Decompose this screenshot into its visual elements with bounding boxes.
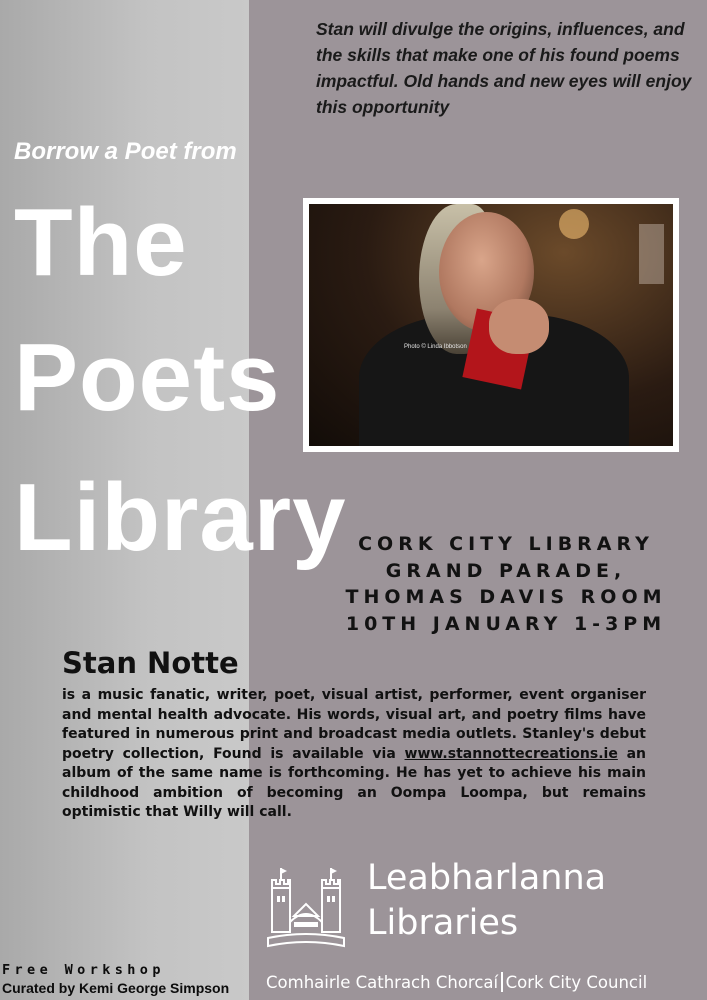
title-line-2: Poets: [14, 324, 281, 431]
photo-image: [309, 204, 673, 446]
venue-line-1: CORK CITY LIBRARY: [358, 533, 654, 555]
cork-crest-icon: [264, 866, 348, 952]
bio-text-2: an album of the same name is forthcoming. He has yet to achieve his main childhood ambition of becoming an Oompa Loompa, but remains optimistic that Willy will call.: [62, 745, 646, 820]
venue-line-3: THOMAS DAVIS ROOM: [345, 586, 667, 608]
poet-photo: [303, 198, 679, 452]
title-line-3: Library: [14, 464, 347, 571]
eyebrow-heading: Borrow a Poet from: [14, 138, 237, 165]
venue-line-2: GRAND PARADE,: [385, 559, 627, 582]
bio-text-1: is a music fanatic, writer, poet, visual artist, performer, event organiser and mental health advocate. His words, visual art, and poetry films have featured in numerous print and broadcast media outlets. Stanley's debut poetry collection, Found is available via: [62, 687, 646, 762]
logo-leabharlanna: Leabharlanna: [367, 858, 607, 898]
council-irish: Comhairle Cathrach Chorcaí: [266, 973, 499, 992]
intro-text: Stan will divulge the origins, influences, and the skills that make one of his found poems impactful. Old hands and new eyes will enjoy this opportunity: [316, 19, 692, 117]
photo-credit: Photo © Linda Ibbotson: [404, 344, 467, 350]
poet-name: Stan Notte: [62, 646, 239, 680]
council-separator: [501, 972, 503, 992]
venue-line-4: 10TH JANUARY 1-3PM: [345, 612, 667, 635]
website-link[interactable]: www.stannottecreations.ie: [404, 745, 618, 762]
council-name: [266, 972, 647, 992]
poet-bio: [62, 686, 646, 823]
council-english: Cork City Council: [505, 973, 648, 992]
free-workshop-label: Free Workshop: [2, 962, 165, 978]
title-line-1: The: [14, 189, 188, 296]
logo-libraries: Libraries: [367, 903, 519, 943]
curator-credit: Curated by Kemi George Simpson: [2, 980, 230, 996]
venue-details: [336, 531, 676, 637]
